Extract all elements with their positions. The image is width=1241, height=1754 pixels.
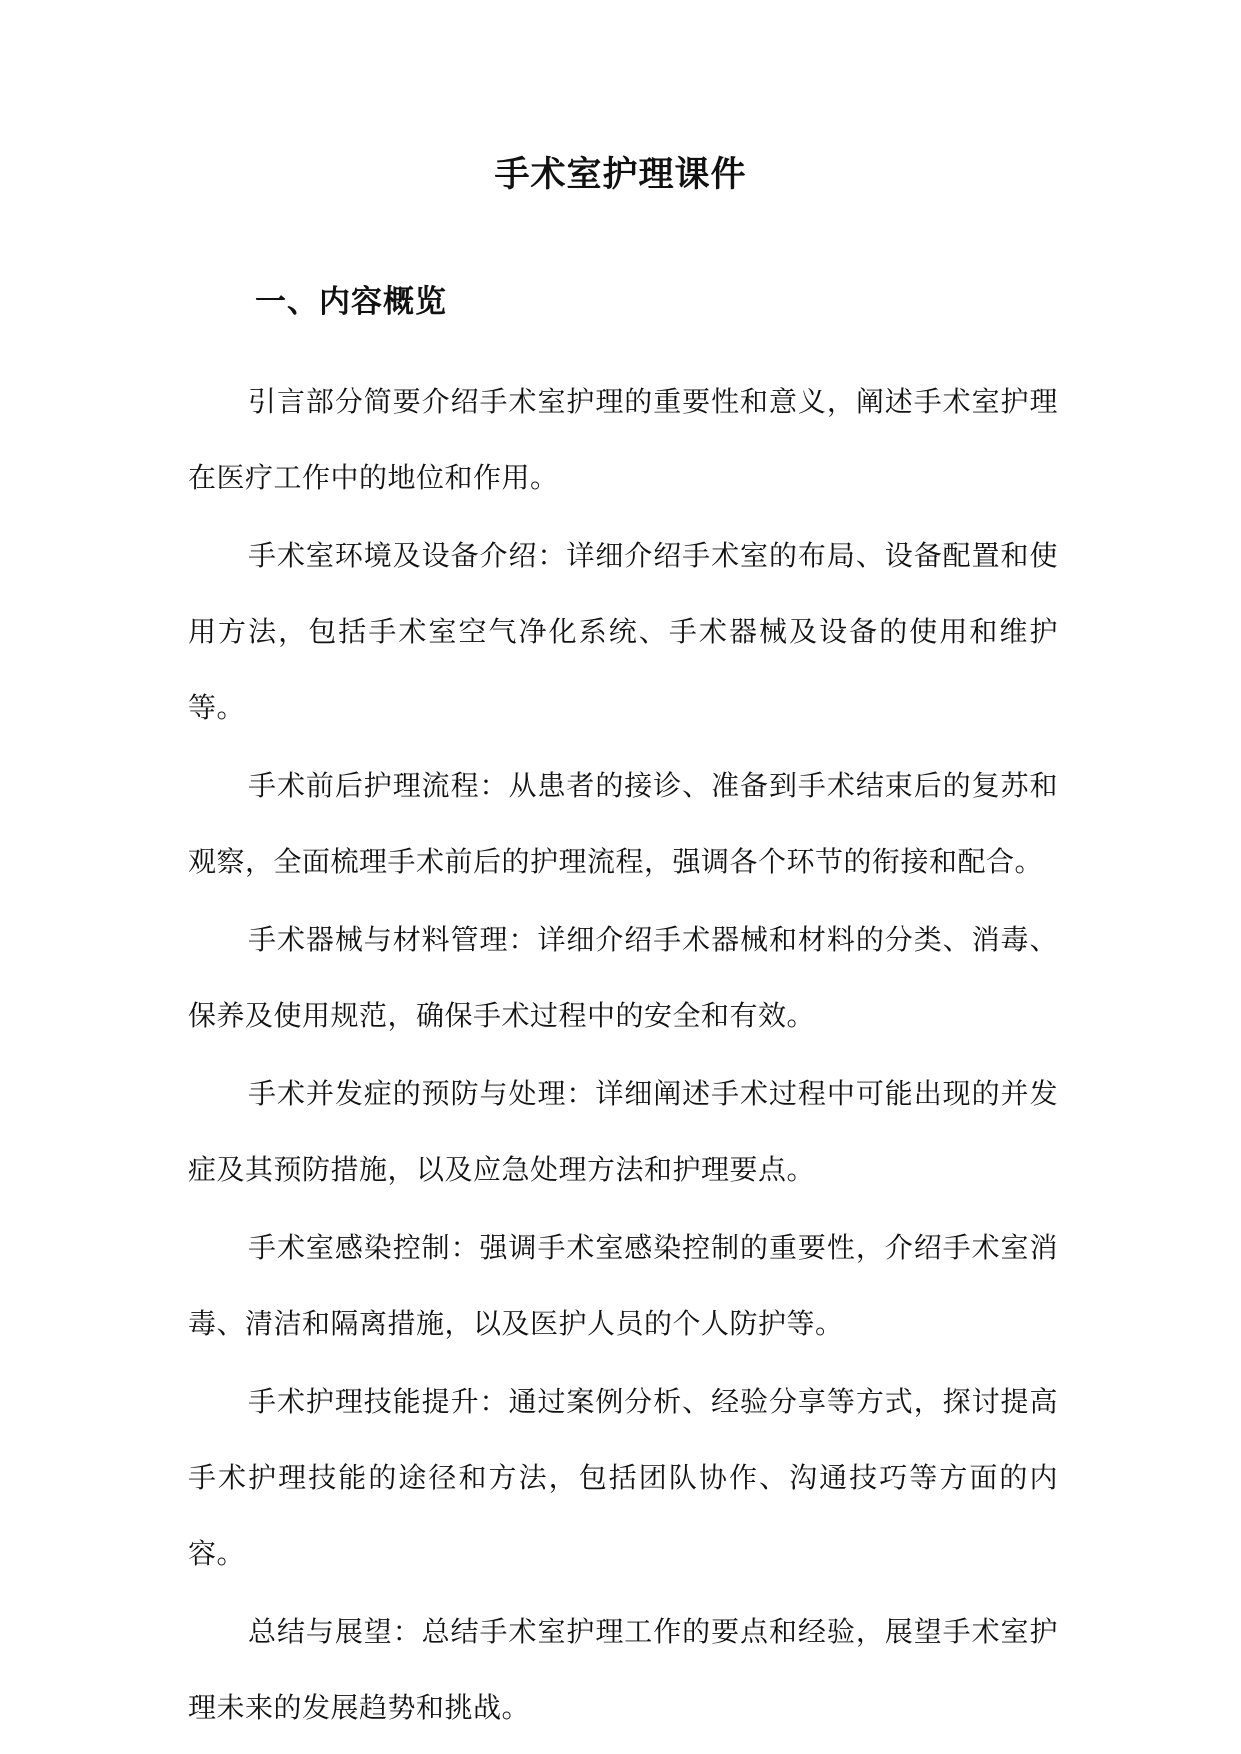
paragraph-complications: 手术并发症的预防与处理：详细阐述手术过程中可能出现的并发症及其预防措施，以及应急处理方法和护理要点。 bbox=[188, 1077, 1058, 1186]
paragraph-summary-outlook: 总结与展望：总结手术室护理工作的要点和经验，展望手术室护理未来的发展趋势和挑战。 bbox=[188, 1615, 1058, 1724]
paragraph-skills-improvement: 手术护理技能提升：通过案例分析、经验分享等方式，探讨提高手术护理技能的途径和方法，包括团队协作、沟通技巧等方面的内容。 bbox=[188, 1385, 1058, 1570]
section-heading: 一、内容概览 bbox=[255, 284, 447, 320]
paragraph-perioperative-process: 手术前后护理流程：从患者的接诊、准备到手术结束后的复苏和观察，全面梳理手术前后的护理流程，强调各个环节的衔接和配合。 bbox=[188, 769, 1058, 878]
paragraph-infection-control: 手术室感染控制：强调手术室感染控制的重要性，介绍手术室消毒、清洁和隔离措施，以及医护人员的个人防护等。 bbox=[188, 1231, 1058, 1340]
section-body bbox=[188, 364, 1058, 1748]
document-title: 手术室护理课件 bbox=[494, 154, 747, 195]
paragraph-introduction: 引言部分简要介绍手术室护理的重要性和意义，阐述手术室护理在医疗工作中的地位和作用。 bbox=[188, 385, 1058, 494]
paragraph-instrument-management: 手术器械与材料管理：详细介绍手术器械和材料的分类、消毒、保养及使用规范，确保手术过程中的安全和有效。 bbox=[188, 923, 1058, 1032]
paragraph-environment-equipment: 手术室环境及设备介绍：详细介绍手术室的布局、设备配置和使用方法，包括手术室空气净化系统、手术器械及设备的使用和维护等。 bbox=[188, 539, 1058, 724]
